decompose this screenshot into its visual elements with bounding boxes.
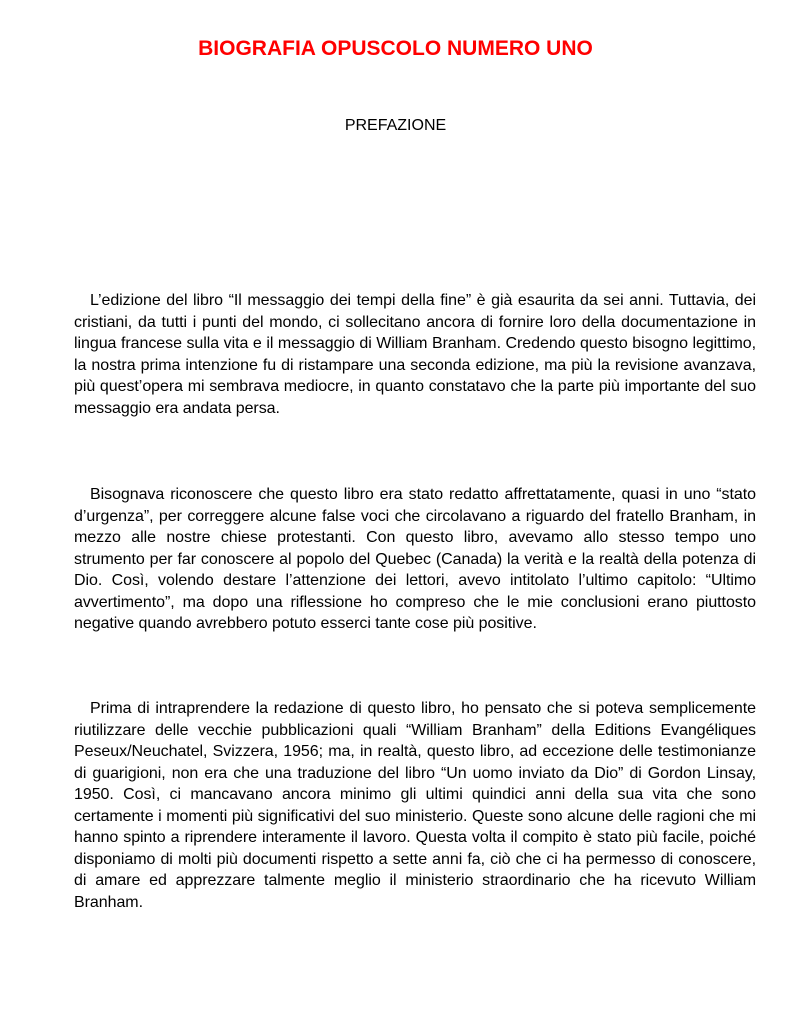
- section-heading: PREFAZIONE: [344, 117, 447, 134]
- document-title: BIOGRAFIA OPUSCOLO NUMERO UNO: [198, 37, 593, 60]
- paragraph-1: L’edizione del libro “Il messaggio dei tempi della fine” è già esaurita da sei anni. Tuttavia, dei cristiani, da tutti i punti del mondo, ci sollecitano ancora di fornire loro della documentazione in lingua francese sulla vita e il messaggio di William Branham. Credendo questo bisogno legittimo, la nostra prima intenzione fu di ristampare una seconda edizione, ma più la revisione avanzava, più quest’opera mi sembrava mediocre, in quanto constatavo che la parte più importante del suo messaggio era andata persa.: [74, 292, 756, 417]
- paragraph-2: Bisognava riconoscere che questo libro era stato redatto affrettatamente, quasi in uno “stato d’urgenza”, per correggere alcune false voci che circolavano a riguardo del fratello Branham, in mezzo alle nostre chiese protestanti. Con questo libro, avevamo allo stesso tempo uno strumento per far conoscere al popolo del Quebec (Canada) la verità e la realtà della potenza di Dio. Così, volendo destare l’attenzione dei lettori, avevo intitolato l’ultimo capitolo: “Ultimo avvertimento”, ma dopo una riflessione ho compreso che le mie conclusioni erano piuttosto negative quando avrebbero potuto esserci tante cose più positive.: [74, 486, 756, 632]
- paragraph-3: Prima di intraprendere la redazione di questo libro, ho pensato che si poteva semplicemente riutilizzare delle vecchie pubblicazioni quali “William Branham” della Editions Evangéliques Peseux/Neuchatel, Svizzera, 1956; ma, in realtà, questo libro, ad eccezione delle testimonianze di guarigioni, non era che una traduzione del libro “Un uomo inviato da Dio” di Gordon Linsay, 1950. Così, ci mancavano ancora minimo gli ultimi quindici anni della sua vita che sono certamente i momenti più significativi del suo ministerio. Queste sono alcune delle ragioni che mi hanno spinto a riprendere interamente il lavoro. Questa volta il compito è stato più facile, poiché disponiamo di molti più documenti rispetto a sette anni fa, ciò che ci ha permesso di conoscere, di amare ed apprezzare talmente meglio il ministerio straordinario che ha ricevuto William Branham.: [74, 700, 756, 911]
